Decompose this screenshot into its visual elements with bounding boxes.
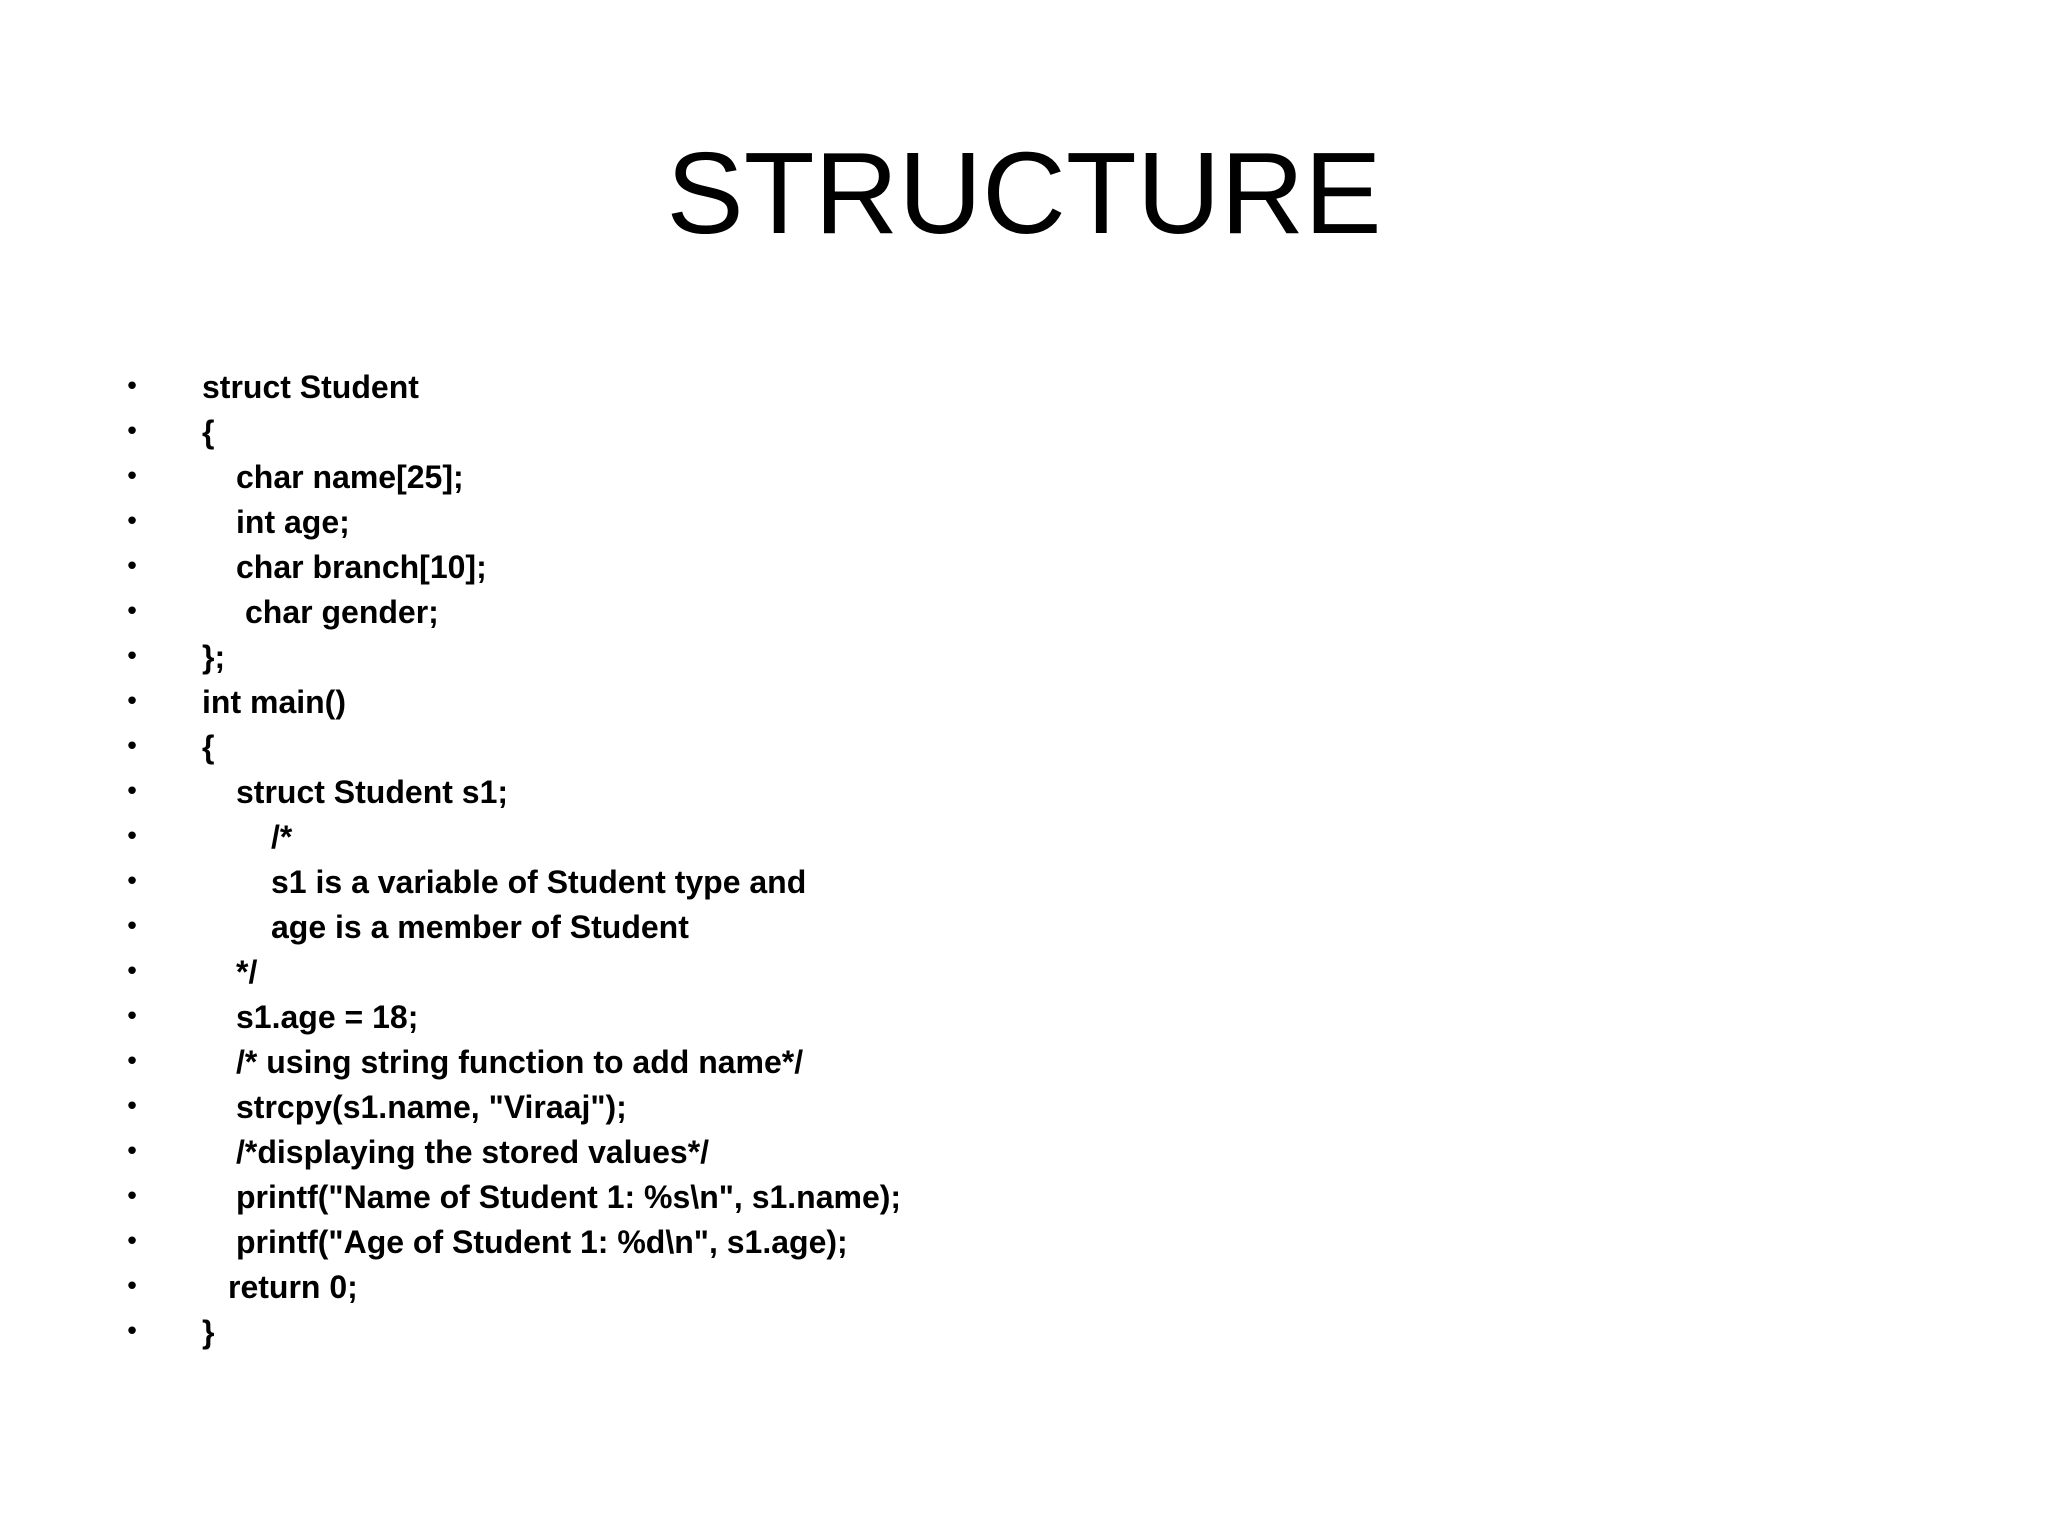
- code-line-text: /*: [271, 819, 293, 855]
- slide-title: STRUCTURE: [666, 128, 1382, 258]
- bullet-icon: •: [124, 1092, 140, 1122]
- bullet-icon: •: [124, 1182, 140, 1212]
- bullet-icon: •: [124, 552, 140, 582]
- code-line-text: */: [236, 954, 258, 990]
- code-line-text: /* using string function to add name*/: [236, 1044, 804, 1080]
- bullet-icon: •: [124, 822, 140, 852]
- bullet-icon: •: [124, 507, 140, 537]
- code-line-text: char name[25];: [236, 459, 464, 495]
- bullet-icon: •: [124, 957, 140, 987]
- bullet-icon: •: [124, 1227, 140, 1257]
- code-line-text: return 0;: [228, 1269, 358, 1305]
- bullet-icon: •: [124, 1272, 140, 1302]
- bullet-icon: •: [124, 642, 140, 672]
- bullet-icon: •: [124, 912, 140, 942]
- code-line-text: struct Student s1;: [236, 774, 509, 810]
- code-line-text: }: [202, 1314, 215, 1350]
- bullet-icon: •: [124, 1002, 140, 1032]
- code-line-text: int main(): [202, 684, 346, 720]
- code-line-text: s1 is a variable of Student type and: [271, 864, 807, 900]
- code-line-text: int age;: [236, 504, 350, 540]
- code-line-text: {: [202, 729, 215, 765]
- code-line-text: printf("Age of Student 1: %d\n", s1.age);: [236, 1224, 848, 1260]
- bullet-icon: •: [124, 462, 140, 492]
- bullet-icon: •: [124, 687, 140, 717]
- bullet-icon: •: [124, 732, 140, 762]
- bullet-icon: •: [124, 1047, 140, 1077]
- bullet-icon: •: [124, 867, 140, 897]
- bullet-icon: •: [124, 1317, 140, 1347]
- code-line-text: char gender;: [245, 594, 439, 630]
- code-line-text: struct Student: [202, 369, 419, 405]
- code-line-text: };: [202, 639, 226, 675]
- bullet-icon: •: [124, 597, 140, 627]
- code-line-text: /*displaying the stored values*/: [236, 1134, 710, 1170]
- bullet-icon: •: [124, 777, 140, 807]
- code-line-text: s1.age = 18;: [236, 999, 419, 1035]
- bullet-icon: •: [124, 1137, 140, 1167]
- code-line-text: printf("Name of Student 1: %s\n", s1.name);: [236, 1179, 902, 1215]
- code-line-text: strcpy(s1.name, "Viraaj");: [236, 1089, 627, 1125]
- bullet-icon: •: [124, 372, 140, 402]
- bullet-icon: •: [124, 417, 140, 447]
- code-line-text: {: [202, 414, 215, 450]
- code-line-text: age is a member of Student: [271, 909, 689, 945]
- code-line-text: char branch[10];: [236, 549, 487, 585]
